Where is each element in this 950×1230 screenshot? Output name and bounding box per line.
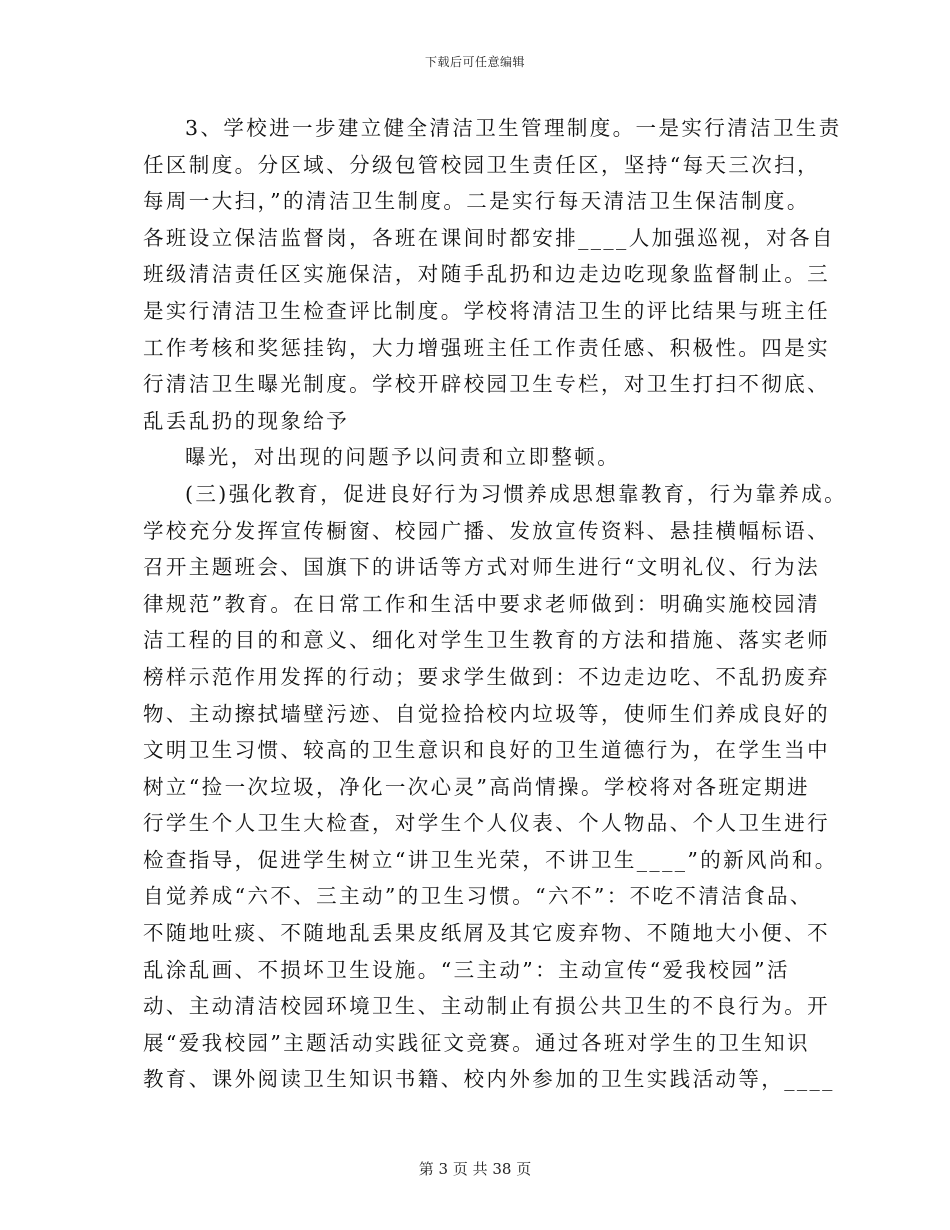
text-line: (三)强化教育，促进良好行为习惯养成思想靠教育，行为靠养成。 [185,481,847,506]
text-line: 律规范”教育。在日常工作和生活中要求老师做到：明确实施校园清 [143,591,820,616]
text-line: 各班设立保洁监督岗，各班在课间时都安排____人加强巡视，对各自 [143,225,835,250]
text-line: 召开主题班会、国旗下的讲话等方式对师生进行“文明礼仪、行为法 [143,555,820,580]
text-line: 教育、课外阅读卫生知识书籍、校内外参加的卫生实践活动等，____ [143,1067,835,1092]
text-line: 检查指导，促进学生树立“讲卫生光荣，不讲卫生____”的新风尚和。 [143,847,838,872]
document-body [143,110,847,1098]
text-line: 树立“捡一次垃圾，净化一次心灵”高尚情操。学校将对各班定期进 [143,774,810,799]
text-line: 行清洁卫生曝光制度。学校开辟校园卫生专栏，对卫生打扫不彻底、 [143,372,830,397]
text-line: 乱丢乱扔的现象给予 [143,408,350,433]
text-line: 是实行清洁卫生检查评比制度。学校将清洁卫生的评比结果与班主任 [143,298,830,323]
text-line: 乱涂乱画、不损坏卫生设施。“三主动”：主动宣传“爱我校园”活 [143,957,790,982]
text-line: 榜样示范作用发挥的行动；要求学生做到：不边走边吃、不乱扔废弃 [143,664,830,689]
text-line: 文明卫生习惯、较高的卫生意识和良好的卫生道德行为，在学生当中 [143,738,830,763]
text-line: 3、学校进一步建立健全清洁卫生管理制度。一是实行清洁卫生责 [185,116,842,140]
text-line: 自觉养成“六不、三主动”的卫生习惯。“六不”：不吃不清洁食品、 [143,884,813,909]
text-line: 学校充分发挥宣传橱窗、校园广播、发放宣传资料、悬挂横幅标语、 [143,518,830,543]
text-line: 每周一大扫，”的清洁卫生制度。二是实行每天清洁卫生保洁制度。 [143,189,810,214]
page-number-footer: 第 3 页 共 38 页 [418,1160,532,1178]
text-line: 不随地吐痰、不随地乱丢果皮纸屑及其它废弃物、不随地大小便、不 [143,921,830,946]
text-line: 展“爱我校园”主题活动实践征文竞赛。通过各班对学生的卫生知识 [143,1030,810,1055]
text-line: 工作考核和奖惩挂钩，大力增强班主任工作责任感、积极性。四是实 [143,335,830,360]
text-line: 动、主动清洁校园环境卫生、主动制止有损公共卫生的不良行为。开 [143,994,830,1019]
text-line: 任区制度。分区域、分级包管校园卫生责任区，坚持“每天三次扫， [143,152,820,177]
text-line: 班级清洁责任区实施保洁，对随手乱扔和边走边吃现象监督制止。三 [143,262,830,287]
text-line: 洁工程的目的和意义、细化对学生卫生教育的方法和措施、落实老师 [143,628,830,653]
page-header: 下载后可任意编辑 [424,55,525,69]
text-line: 行学生个人卫生大检查，对学生个人仪表、个人物品、个人卫生进行 [143,811,830,836]
text-line: 曝光，对出现的问题予以问责和立即整顿。 [185,445,621,470]
text-line: 物、主动擦拭墙壁污迹、自觉捡拾校内垃圾等，使师生们养成良好的 [143,701,830,726]
